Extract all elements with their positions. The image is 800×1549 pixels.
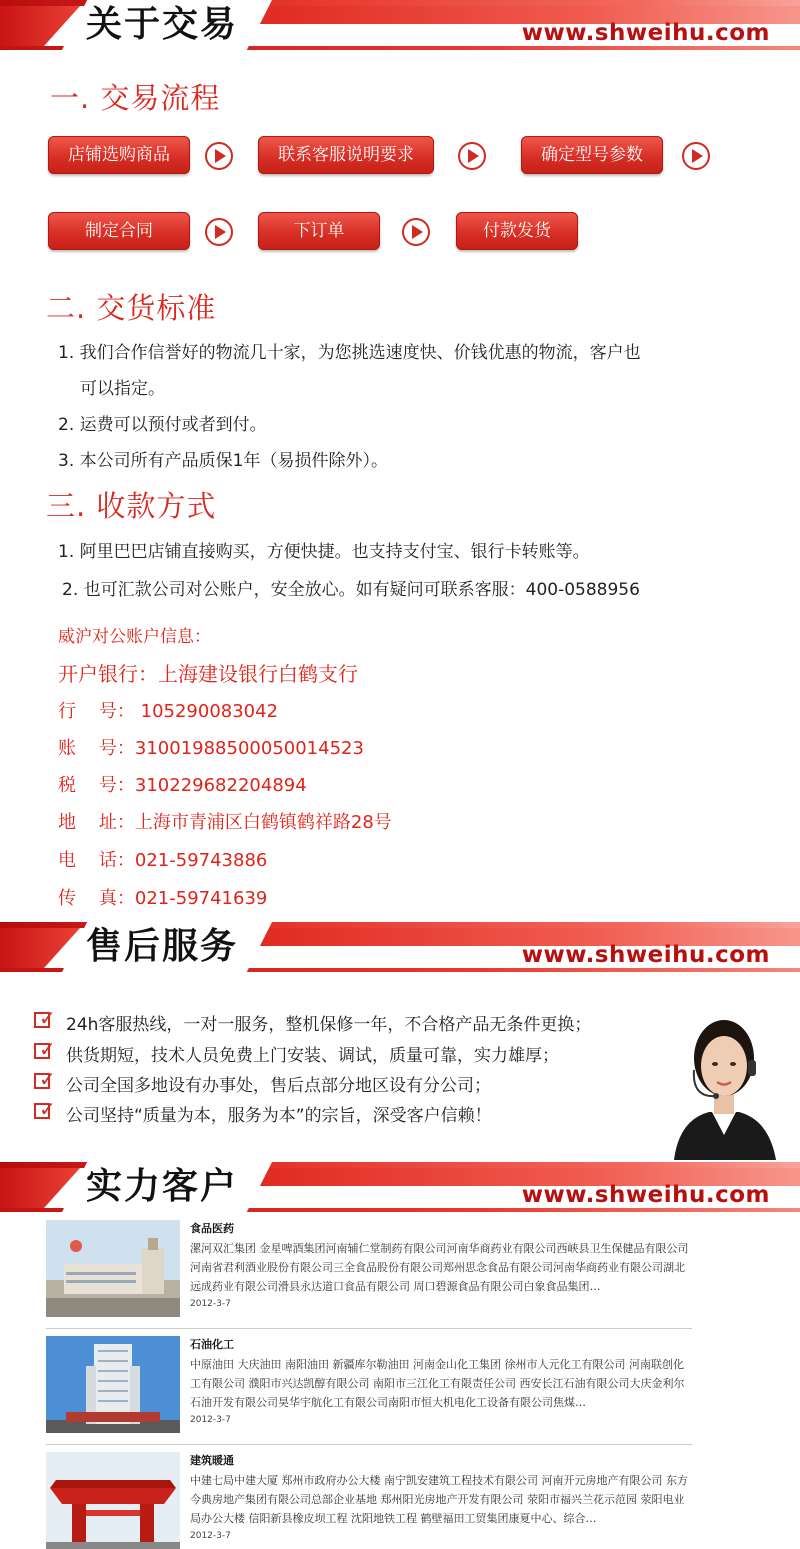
banner-title: 售后服务 — [86, 926, 239, 967]
customer-service-agent-image — [664, 1000, 784, 1160]
arrow-right-icon — [205, 142, 233, 170]
delivery-item: 可以指定。 — [80, 379, 165, 399]
service-text: 24h客服热线，一对一服务，整机保修一年，不合格产品无条件更换； — [66, 1015, 592, 1035]
arrow-right-icon — [682, 142, 710, 170]
clients-banner — [0, 1162, 800, 1212]
banner-title: 关于交易 — [86, 4, 239, 45]
arrow-right-icon — [205, 218, 233, 246]
arrow-right-icon — [402, 218, 430, 246]
checkbox-checked-icon: ✓ — [34, 1012, 50, 1028]
checkbox-checked-icon: ✓ — [34, 1043, 50, 1059]
banner-url: www.shweihu.com — [521, 942, 770, 968]
bank-name: 开户银行：上海建设银行白鹤支行 — [58, 662, 358, 686]
field-label: 电 话： — [58, 850, 135, 871]
delivery-heading: 二. 交货标准 — [46, 291, 217, 325]
field-value: 上海市青浦区白鹤镇鹤祥路28号 — [134, 812, 392, 833]
divider — [46, 1444, 692, 1445]
process-heading: 一. 交易流程 — [50, 81, 221, 115]
banner-url: www.shweihu.com — [521, 20, 770, 46]
field-label: 税 号： — [58, 775, 135, 796]
client-entry — [46, 1336, 692, 1446]
banner-url: www.shweihu.com — [521, 1182, 770, 1208]
client-description: 中建七局中建大厦 郑州市政府办公大楼 南宁凯安建筑工程技术有限公司 河南开元房地产有限公司 东方今典房地产集团有限公司总部企业基地 郑州阳光房地产开发有限公司 荥阳市福兴兰花示范园 荥阳电业局办公大楼 信阳新县橡皮坝工程 沈阳地铁工程 鹤壁福田工贸集团康夏中心、综合… — [190, 1474, 688, 1525]
payment-item: 1. 阿里巴巴店铺直接购买，方便快捷。也支持支付宝、银行卡转账等。 — [58, 542, 590, 562]
about-trade-banner — [0, 0, 800, 50]
client-date: 2012-3-7 — [190, 1415, 231, 1425]
payment-heading: 三. 收款方式 — [46, 489, 217, 523]
step-confirm-model: 确定型号参数 — [521, 136, 663, 174]
field-value: 021-59741639 — [134, 888, 268, 909]
banner-title: 实力客户 — [86, 1166, 239, 1207]
after-sales-banner — [0, 922, 800, 972]
client-description: 漯河双汇集团 金星啤酒集团河南辅仁堂制药有限公司河南华商药业有限公司西峡县卫生保健品有限公司河南省君利酒业股份有限公司三全食品股份有限公司郑州思念食品有限公司河南华商药业有限公司湖北远成药业有限公司滑县永达道口食品有限公司 周口碧源食品有限公司白象食品集团… — [190, 1242, 689, 1293]
service-text: 公司坚持“质量为本，服务为本”的宗旨，深受客户信赖！ — [66, 1106, 492, 1126]
field-value: 31001988500050014523 — [134, 738, 364, 759]
field-value: 105290083042 — [134, 701, 279, 722]
step-place-order: 下订单 — [258, 212, 380, 250]
account-field — [58, 884, 267, 910]
account-field — [58, 697, 278, 723]
client-category: 食品医药 — [190, 1222, 234, 1235]
service-text: 公司全国多地设有办事处，售后点部分地区设有分公司； — [66, 1076, 491, 1096]
payment-item: 2. 也可汇款公司对公账户，安全放心。如有疑问可联系客服：400-0588956 — [62, 580, 640, 600]
step-contact-service: 联系客服说明要求 — [258, 136, 434, 174]
account-field — [58, 734, 364, 760]
field-label: 行 号： — [58, 701, 135, 722]
delivery-item: 3. 本公司所有产品质保1年（易损件除外）。 — [58, 451, 388, 471]
client-description: 中原油田 大庆油田 南阳油田 新疆库尔勒油田 河南金山化工集团 徐州市人元化工有限公司 河南联创化工有限公司 濮阳市兴达凯醇有限公司 南阳市三江化工有限责任公司 西安长江石油有限公司大庆金利尔石油开发有限公司昊华宇航化工有限公司南阳市恒大机电化工设备有限公司焦煤… — [190, 1358, 685, 1409]
account-field — [58, 846, 267, 872]
service-text: 供货期短，技术人员免费上门安装、调试，质量可靠，实力雄厚； — [66, 1046, 559, 1066]
client-date: 2012-3-7 — [190, 1299, 231, 1309]
step-pay-ship: 付款发货 — [456, 212, 578, 250]
client-date: 2012-3-7 — [190, 1531, 231, 1541]
field-value: 021-59743886 — [134, 850, 268, 871]
food-factory-photo — [46, 1220, 180, 1317]
field-label: 地 址： — [58, 812, 135, 833]
petrochemical-building-photo — [46, 1336, 180, 1433]
field-value: 310229682204894 — [134, 775, 307, 796]
field-label: 传 真： — [58, 888, 135, 909]
arrow-right-icon — [458, 142, 486, 170]
client-category: 建筑暖通 — [190, 1454, 234, 1467]
checkbox-checked-icon: ✓ — [34, 1073, 50, 1089]
construction-pavilion-photo — [46, 1452, 180, 1549]
account-title: 威沪对公账户信息： — [58, 627, 211, 647]
step-select-product: 店铺选购商品 — [48, 136, 190, 174]
field-label: 账 号： — [58, 738, 135, 759]
delivery-item: 2. 运费可以预付或者到付。 — [58, 415, 267, 435]
step-make-contract: 制定合同 — [48, 212, 190, 250]
account-field — [58, 771, 307, 797]
divider — [46, 1328, 692, 1329]
client-entry — [46, 1452, 692, 1540]
client-category: 石油化工 — [190, 1338, 234, 1351]
delivery-item: 1. 我们合作信誉好的物流几十家，为您挑选速度快、价钱优惠的物流，客户也 — [58, 343, 641, 363]
checkbox-checked-icon: ✓ — [34, 1103, 50, 1119]
account-field — [58, 808, 392, 834]
client-entry — [46, 1220, 692, 1330]
